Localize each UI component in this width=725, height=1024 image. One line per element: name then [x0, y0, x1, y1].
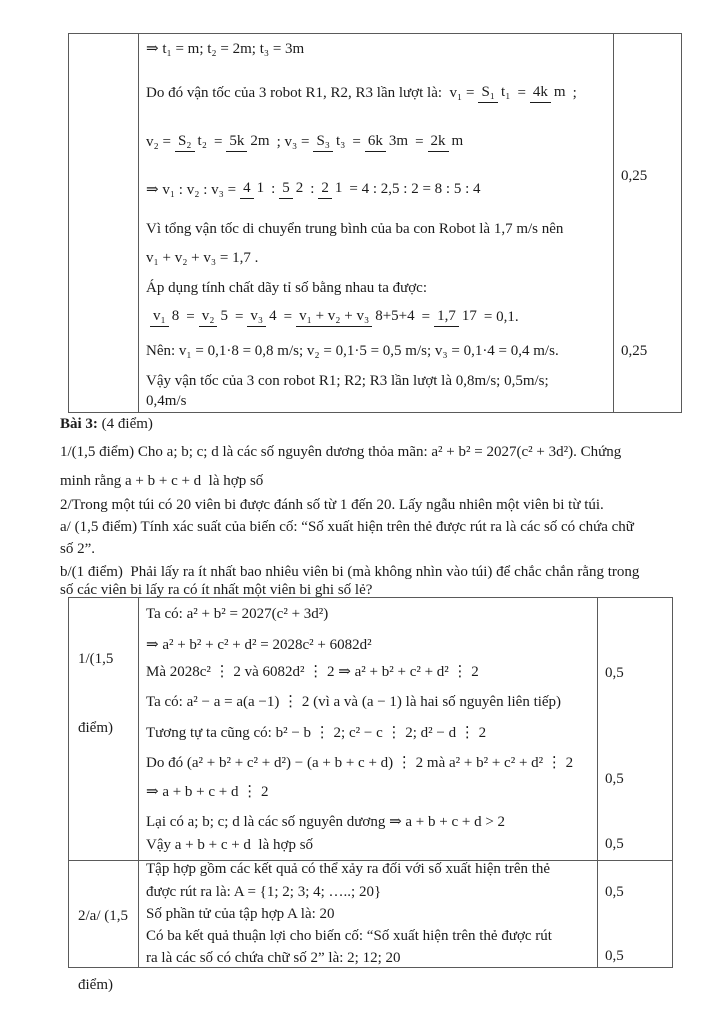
fraction-denominator: 4 [269, 308, 277, 325]
fraction [530, 83, 569, 103]
problem-text-line: 1/(1,5 điểm) Cho a; b; c; d là các số nguyên dương thỏa mãn: a² + b² = 2027(c² + 3d²). Chứng [60, 444, 622, 460]
solution-table-bottom [68, 597, 673, 993]
solution-line [146, 924, 552, 948]
score-value: 0,5 [605, 884, 624, 900]
fraction-denominator: 1 [256, 180, 265, 197]
score-value: 0,5 [605, 836, 624, 852]
fraction [434, 307, 480, 327]
fraction-denominator: t₂ [197, 133, 207, 150]
score-value: 0,5 [605, 665, 624, 681]
fraction-denominator: 1 [334, 180, 343, 197]
math-text: Ta có: a² − a = a(a −1) ⋮ 2 (vì a và (a − 1) là hai số nguyên liên tiếp) [146, 693, 562, 710]
math-text: Mà 2028c² ⋮ 2 và 6082d² ⋮ 2 ⇒ a² + b² + c² + d² ⋮ 2 [146, 663, 479, 680]
fraction-numerator: v₃ [247, 308, 266, 327]
fraction [478, 83, 513, 103]
solution-line [146, 70, 577, 116]
fraction-denominator: t₁ [501, 84, 511, 101]
math-text: được rút ra là: A = {1; 2; 3; 4; …..; 20} [146, 883, 382, 900]
fraction-denominator: 8 [171, 308, 180, 325]
part-label-line: điểm) [78, 977, 113, 993]
fraction-numerator: 2k [428, 133, 449, 152]
fraction-denominator: 5 [220, 308, 228, 325]
math-text: Áp dụng tính chất dãy tỉ số bằng nhau ta được: [146, 279, 428, 296]
fraction-numerator: 4 [240, 180, 254, 199]
solution-line [146, 119, 470, 165]
math-text: = [421, 308, 431, 325]
fraction-denominator: 17 [461, 308, 477, 325]
problem-text-line: 2/Trong một túi có 20 viên bi được đánh số từ 1 đến 20. Lấy ngẫu nhiên một viên bi từ túi. [60, 497, 604, 513]
math-text: Do đó (a² + b² + c² + d²) − (a + b + c + d) ⋮ 2 mà a² + b² + c² + d² ⋮ 2 [146, 754, 574, 771]
solution-line [146, 246, 258, 270]
fraction-numerator: 5k [226, 133, 247, 152]
fraction-numerator: 1,7 [434, 308, 459, 327]
fraction [240, 179, 267, 199]
solution-line [146, 750, 573, 774]
fraction [247, 307, 279, 327]
math-text: : [271, 180, 276, 197]
problem-text-line: số các viên bi lấy ra có ít nhất một viên bi ghi số lẻ? [60, 582, 373, 598]
solution-line [146, 779, 269, 803]
fraction-numerator: 6k [365, 133, 386, 152]
solution-line [146, 389, 186, 413]
math-text: Tập hợp gồm các kết quả có thể xảy ra đối với số xuất hiện trên thẻ [146, 860, 551, 877]
math-text: ; [572, 84, 577, 101]
math-text: Tương tự ta cũng có: b² − b ⋮ 2; c² − c ⋮ 2; d² − d ⋮ 2 [146, 724, 487, 741]
math-text: ra là các số có chứa chữ số 2” là: 2; 12; 20 [146, 949, 401, 966]
problem-text-line: minh rằng a + b + c + d là hợp số [60, 473, 264, 489]
fraction [365, 132, 411, 152]
solution-table-top [68, 33, 682, 413]
solution-line [146, 809, 505, 833]
fraction-denominator: 3m [388, 133, 409, 150]
fraction [313, 132, 348, 152]
solution-line [146, 602, 328, 626]
math-text: = [283, 308, 293, 325]
fraction-numerator: S₃ [313, 133, 333, 152]
fraction-numerator: 5 [279, 180, 293, 199]
part-label-line: 2/a/ (1,5 [78, 908, 128, 924]
math-text: = 0,1. [483, 308, 519, 325]
fraction-numerator: v₁ [150, 308, 169, 327]
fraction [199, 307, 231, 327]
fraction-denominator: 2 [295, 180, 304, 197]
problem-text-line: b/(1 điểm) Phải lấy ra ít nhất bao nhiêu viên bi (mà không nhìn vào túi) để chắc chắn rằng trong [60, 564, 640, 580]
math-text: v₂ = [146, 133, 171, 150]
part-label [78, 602, 113, 786]
solution-line [146, 632, 372, 656]
fraction [175, 132, 210, 152]
math-text: = [213, 133, 223, 150]
math-text: = [234, 308, 244, 325]
solution-line [146, 217, 563, 241]
math-text: : [310, 180, 315, 197]
solution-line [146, 689, 561, 713]
solution-line [146, 36, 304, 60]
fraction-denominator: t₃ [336, 133, 346, 150]
math-text: Có ba kết quả thuận lợi cho biến cố: “Số xuất hiện trên thẻ được rút [146, 927, 552, 944]
solution-line [146, 946, 401, 970]
fraction-numerator: 2 [318, 180, 332, 199]
solution-line [146, 339, 559, 363]
math-text: = [415, 133, 424, 150]
math-text: ; v₃ = [276, 133, 310, 150]
fraction-denominator: m [553, 84, 566, 101]
solution-line [146, 880, 381, 904]
fraction-numerator: v₂ [199, 308, 218, 327]
part-label-line: điểm) [78, 720, 113, 736]
fraction [296, 307, 418, 327]
score-value: 0,5 [605, 948, 624, 964]
math-text: Lại có a; b; c; d là các số nguyên dương ⇒ a + b + c + d > 2 [146, 813, 506, 830]
score-value: 0,25 [621, 343, 648, 359]
math-text: Vậy vận tốc của 3 con robot R1; R2; R3 lần lượt là 0,8m/s; 0,5m/s; [146, 372, 549, 389]
part-label-line: 1/(1,5 [78, 651, 114, 667]
solution-line [146, 833, 313, 857]
math-text: Số phần tử của tập hợp A là: 20 [146, 905, 335, 922]
solution-line [146, 720, 486, 744]
fraction [428, 132, 467, 152]
math-text: = [517, 84, 526, 101]
fraction-denominator: m [451, 133, 464, 150]
math-text: = [186, 308, 195, 325]
math-text: ⇒ t₁ = m; t₂ = 2m; t₃ = 3m [146, 40, 305, 57]
column-divider [613, 34, 614, 412]
problem-text-line: a/ (1,5 điểm) Tính xác suất của biến cố: “Số xuất hiện trên thẻ được rút ra là các số có chứa chữ [60, 519, 634, 535]
solution-line [146, 166, 481, 212]
column-divider [597, 598, 598, 967]
math-text: Vậy a + b + c + d là hợp số [146, 836, 314, 853]
fraction [318, 179, 345, 199]
solution-content-cell [138, 860, 597, 969]
part-label [78, 859, 128, 1024]
math-text: ⇒ v₁ : v₂ : v₃ = [146, 181, 237, 198]
fraction [226, 132, 272, 152]
fraction-denominator: 8+5+4 [375, 308, 415, 325]
solution-line [146, 659, 479, 683]
fraction-numerator: v₁ + v₂ + v₃ [296, 308, 372, 327]
math-text: ⇒ a² + b² + c² + d² = 2028c² + 6082d² [146, 636, 372, 653]
problem-heading [60, 412, 153, 436]
math-text: = 4 : 2,5 : 2 = 8 : 5 : 4 [349, 180, 481, 197]
math-text: Nên: v₁ = 0,1·8 = 0,8 m/s; v₂ = 0,1·5 = 0,5 m/s; v₃ = 0,1·4 = 0,4 m/s. [146, 342, 559, 359]
math-text: v₁ + v₂ + v₃ = 1,7 . [146, 249, 259, 266]
score-value: 0,5 [605, 771, 624, 787]
problem-points: (4 điểm) [97, 416, 153, 432]
fraction-numerator: S₁ [478, 84, 498, 103]
solution-content-cell [138, 598, 597, 860]
fraction-numerator: S₂ [175, 133, 195, 152]
math-text: Ta có: a² + b² = 2027(c² + 3d²) [146, 605, 329, 622]
fraction-denominator: 2m [250, 133, 270, 150]
math-text: Vì tổng vận tốc di chuyển trung bình của ba con Robot là 1,7 m/s nên [146, 220, 564, 237]
solution-line [146, 902, 335, 926]
fraction-numerator: 4k [530, 84, 551, 103]
solution-content-cell [138, 34, 613, 412]
math-text: Do đó vận tốc của 3 robot R1, R2, R3 lần lượt là: v₁ = [146, 84, 475, 101]
score-value: 0,25 [621, 168, 648, 184]
problem-number: Bài 3: [60, 416, 98, 432]
solution-line [146, 857, 550, 881]
math-text: ⇒ a + b + c + d ⋮ 2 [146, 783, 269, 800]
fraction [279, 179, 306, 199]
problem-text-line: số 2”. [60, 541, 95, 557]
fraction [150, 307, 182, 327]
solution-line [146, 294, 519, 340]
math-text: = [352, 133, 361, 150]
math-text: 0,4m/s [146, 392, 187, 409]
solution-line [146, 369, 549, 393]
